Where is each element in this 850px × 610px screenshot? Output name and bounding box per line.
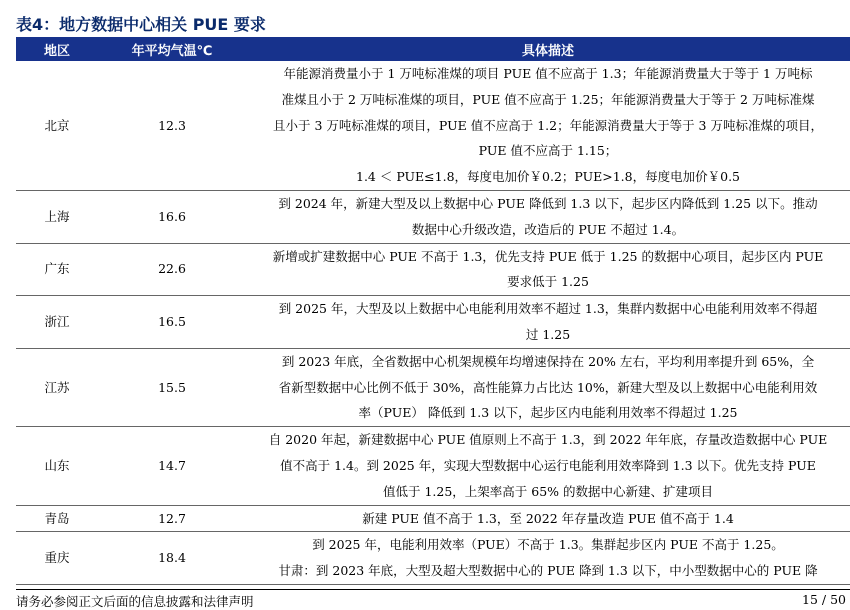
description-cell	[246, 190, 850, 243]
region-cell: 广东	[16, 243, 98, 296]
description-line: 率（PUE） 降低到 1.3 以下，起步区内电能利用效率不得超过 1.25	[358, 405, 738, 421]
description-line: 到 2025 年，电能利用效率（PUE）不高于 1.3。集群起步区内 PUE 不高于 1.25。	[312, 537, 784, 553]
table-row	[16, 296, 850, 349]
description-cell	[246, 243, 850, 296]
temperature-cell: 15.5	[98, 348, 246, 426]
description-line: 自 2020 年起，新建数据中心 PUE 值原则上不高于 1.3，到 2022 年年底，存量改造数据中心 PUE	[268, 432, 828, 448]
description-line: 准煤且小于 2 万吨标准煤的项目，PUE 值不应高于 1.25；年能源消费量大于等于 2 万吨标准煤	[281, 91, 815, 107]
region-cell: 北京	[16, 61, 98, 190]
description-cell	[246, 505, 850, 532]
description-line: 要求低于 1.25	[507, 274, 589, 290]
header-temperature: 年平均气温℃	[98, 37, 246, 61]
table-header-row	[16, 37, 850, 61]
description-line: 到 2025 年，大型及以上数据中心电能利用效率不超过 1.3，集群内数据中心电能利用效率不得超	[278, 301, 818, 317]
description-line: 年能源消费量小于 1 万吨标准煤的项目 PUE 值不应高于 1.3；年能源消费量大于等于 1 万吨标	[283, 66, 813, 81]
description-line: 甘肃：到 2023 年底，大型及超大型数据中心的 PUE 降到 1.3 以下，中小型数据中心的 PUE 降	[278, 563, 818, 579]
table-row	[16, 348, 850, 426]
region-cell: 山东	[16, 427, 98, 505]
header-description: 具体描述	[246, 37, 850, 61]
description-line: 且小于 3 万吨标准煤的项目，PUE 值不应高于 1.2；年能源消费量大于等于 3 万吨标准煤的项目，	[273, 117, 823, 133]
table-row	[16, 532, 850, 585]
description-line: 到 2024 年，新建大型及以上数据中心 PUE 降低到 1.3 以下，起步区内降低到 1.25 以下。推动	[278, 195, 818, 211]
table-title: 表4：地方数据中心相关 PUE 要求	[16, 15, 266, 34]
temperature-cell: 14.7	[98, 427, 246, 505]
description-line: PUE 值不应高于 1.15；	[478, 143, 618, 159]
temperature-cell: 18.4	[98, 532, 246, 585]
temperature-cell: 22.6	[98, 243, 246, 296]
description-line: 数据中心升级改造，改造后的 PUE 不超过 1.4。	[411, 221, 685, 237]
description-line: 到 2023 年底，全省数据中心机架规模年均增速保持在 20% 左右，平均利用率提升到 65%，全	[281, 353, 815, 369]
pue-requirements-table	[16, 37, 850, 585]
footer-divider	[16, 589, 850, 590]
table-row	[16, 243, 850, 296]
region-cell: 浙江	[16, 296, 98, 349]
description-cell	[246, 61, 850, 190]
header-region: 地区	[16, 37, 98, 61]
table-row	[16, 505, 850, 532]
region-cell: 上海	[16, 190, 98, 243]
description-line: 值低于 1.25，上架率高于 65% 的数据中心新建、扩建项目	[382, 483, 714, 499]
table-row	[16, 61, 850, 190]
description-line: 值不高于 1.4。到 2025 年，实现大型数据中心运行电能利用效率降到 1.3 以下。优先支持 PUE	[280, 457, 816, 473]
region-cell: 青岛	[16, 505, 98, 532]
temperature-cell: 12.7	[98, 505, 246, 532]
description-line: 省新型数据中心比例不低于 30%，高性能算力占比达 10%，新建大型及以上数据中心电能利用效	[278, 379, 818, 395]
table-row	[16, 427, 850, 505]
description-cell	[246, 348, 850, 426]
description-line: 1.4 ＜ PUE≤1.8，每度电加价￥0.2；PUE>1.8，每度电加价￥0.5	[356, 169, 740, 185]
region-cell: 江苏	[16, 348, 98, 426]
table-row	[16, 190, 850, 243]
description-line: 过 1.25	[525, 326, 571, 342]
description-cell	[246, 427, 850, 505]
temperature-cell: 12.3	[98, 61, 246, 190]
temperature-cell: 16.5	[98, 296, 246, 349]
description-line: 新增或扩建数据中心 PUE 不高于 1.3，优先支持 PUE 低于 1.25 的数据中心项目，起步区内 PUE	[272, 248, 824, 264]
description-cell	[246, 532, 850, 585]
footer-disclaimer: 请务必参阅正文后面的信息披露和法律声明	[16, 594, 254, 609]
region-cell: 重庆	[16, 532, 98, 585]
description-line: 新建 PUE 值不高于 1.3，至 2022 年存量改造 PUE 值不高于 1.4	[362, 510, 734, 526]
temperature-cell: 16.6	[98, 190, 246, 243]
description-cell	[246, 296, 850, 349]
page-number: 15 / 50	[802, 592, 846, 607]
